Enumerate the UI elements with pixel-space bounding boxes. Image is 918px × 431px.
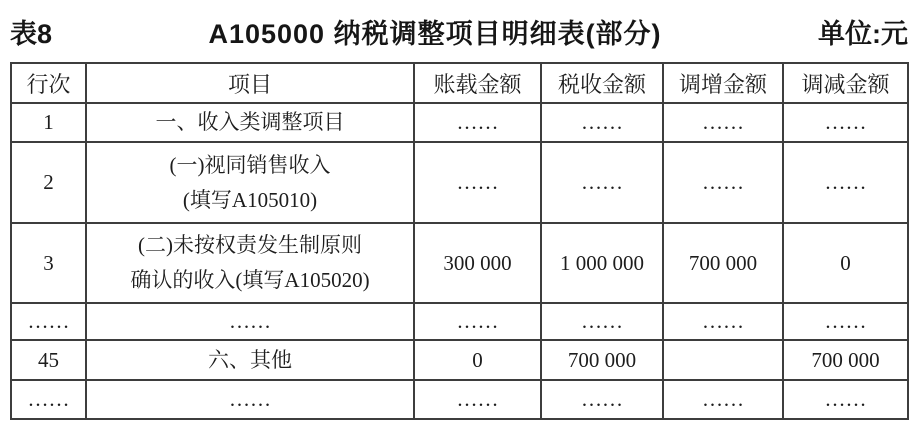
item-line-1: (二)未按权责发生制原则 [138,233,362,257]
title-bar [0,0,918,51]
cell-line-no: 3 [11,223,86,303]
cell-tax-amount: …… [541,380,663,419]
cell-item [86,380,414,419]
cell-tax-amount: 1 000 000 [541,223,663,303]
cell-line-no: 45 [11,340,86,380]
item-line-1: …… [229,387,271,411]
item-line-2: 确认的收入(填写A105020) [130,268,370,292]
item-line-1: 六、其他 [208,347,292,372]
cell-tax-amount: …… [541,142,663,223]
cell-book-amount: 0 [414,340,541,380]
table-row [11,223,908,303]
cell-item [86,340,414,380]
table-row [11,340,908,380]
cell-increase-amount: …… [663,303,783,340]
cell-tax-amount: 700 000 [541,340,663,380]
cell-increase-amount [663,340,783,380]
cell-item [86,103,414,142]
item-line-1: 一、收入类调整项目 [155,110,345,134]
cell-line-no: 2 [11,142,86,223]
cell-increase-amount: …… [663,142,783,223]
cell-item [86,223,414,303]
cell-tax-amount: …… [541,303,663,340]
column-header-line-no: 行次 [11,63,86,103]
cell-book-amount: …… [414,380,541,419]
column-header-decrease-amount: 调减金额 [783,63,908,103]
cell-increase-amount: …… [663,380,783,419]
column-header-tax-amount: 税收金额 [541,63,663,103]
cell-book-amount: 300 000 [414,223,541,303]
cell-item [86,142,414,223]
column-header-increase-amount: 调增金额 [663,63,783,103]
unit-label: 单位:元 [818,19,908,49]
item-line-2: (填写A105010) [182,187,318,212]
cell-decrease-amount: …… [783,303,908,340]
table-row [11,103,908,142]
cell-item [86,303,414,340]
cell-decrease-amount: …… [783,142,908,223]
cell-decrease-amount: …… [783,103,908,142]
cell-book-amount: …… [414,103,541,142]
tax-adjustment-table [10,62,909,420]
cell-line-no: …… [11,303,86,340]
column-header-item: 项目 [86,63,414,103]
cell-decrease-amount: …… [783,380,908,419]
item-line-1: …… [229,309,271,333]
table-row [11,303,908,340]
cell-book-amount: …… [414,142,541,223]
page-title: A105000 纳税调整项目明细表(部分) [208,19,662,49]
table-number-label: 表8 [10,19,53,49]
cell-decrease-amount: 700 000 [783,340,908,380]
table-row [11,380,908,419]
cell-line-no: 1 [11,103,86,142]
cell-increase-amount: 700 000 [663,223,783,303]
column-header-book-amount: 账载金额 [414,63,541,103]
cell-tax-amount: …… [541,103,663,142]
item-line-1: (一)视同销售收入 [169,152,331,177]
cell-increase-amount: …… [663,103,783,142]
cell-decrease-amount: 0 [783,223,908,303]
cell-line-no: …… [11,380,86,419]
table-row [11,142,908,223]
table-header-row [11,63,908,103]
cell-book-amount: …… [414,303,541,340]
